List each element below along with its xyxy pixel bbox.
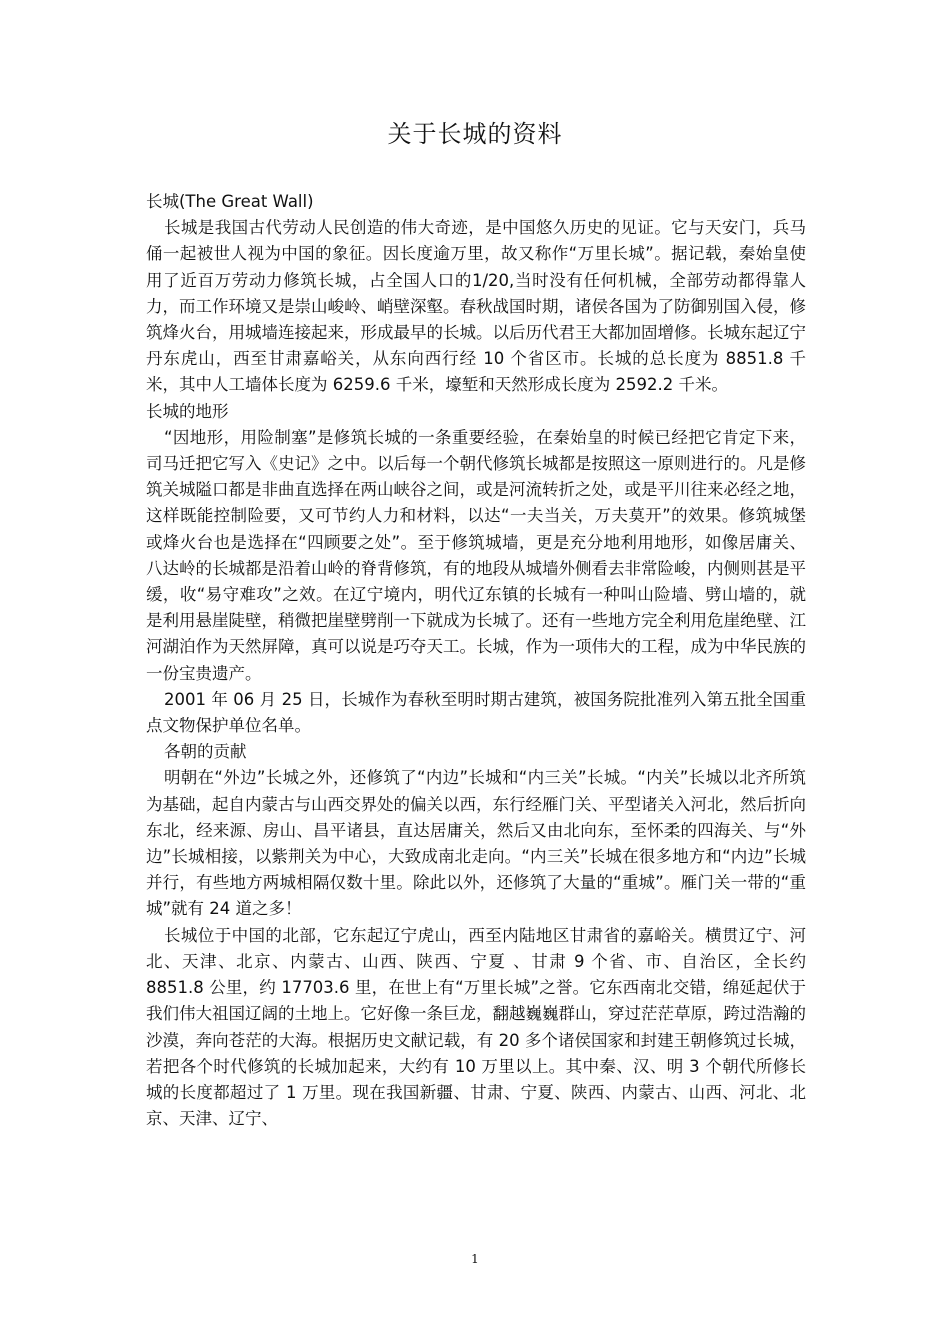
paragraph-heritage-listing: 2001 年 06 月 25 日，长城作为春秋至明时期古建筑，被国务院批准列入第五批全国重点文物保护单位名单。 — [146, 689, 806, 736]
heading-dynasty-contributions: 各朝的贡献 — [164, 742, 247, 762]
paragraph-location-length: 长城位于中国的北部，它东起辽宁虎山，西至内陆地区甘肃省的嘉峪关。横贯辽宁、河北、天津、北京、内蒙古、山西、陕西、宁夏 、甘肃 9 个省、市、自治区，全长约 8851.8 公里，约 17703.6 里，在世上有“万里长城”之誉。它东西南北交错，绵延起伏于我们伟大祖国辽阔的土地上。它好像一条巨龙，翻越巍巍群山，穿过茫茫草原，跨过浩瀚的沙漠，奔向苍茫的大海。根据历史文献记载，有 20 多个诸侯国家和封建王朝修筑过长城，若把各个时代修筑的长城加起来，大约有 10 万里以上。其中秦、汉、明 3 个朝代所修长城的长度都超过了 1 万里。现在我国新疆、甘肃、宁夏、陕西、内蒙古、山西、河北、北京、天津、辽宁、 — [146, 925, 806, 1129]
document-body — [146, 189, 806, 1132]
paragraph-intro: 长城是我国古代劳动人民创造的伟大奇迹，是中国悠久历史的见证。它与天安门，兵马俑一起被世人视为中国的象征。因长度逾万里，故又称作“万里长城”。据记载，秦始皇使用了近百万劳动力修筑长城，占全国人口的1/20,当时没有任何机械，全部劳动都得靠人力，而工作环境又是崇山峻岭、峭壁深壑。春秋战国时期，诸侯各国为了防御别国入侵，修筑烽火台，用城墙连接起来，形成最早的长城。以后历代君王大都加固增修。长城东起辽宁丹东虎山，西至甘肃嘉峪关，从东向西行经 10 个省区市。长城的总长度为 8851.8 千米，其中人工墙体长度为 6259.6 千米，壕堑和天然形成长度为 2592.2 千米。 — [146, 218, 806, 395]
heading-terrain: 长城的地形 — [146, 401, 229, 421]
page-title: 关于长城的资料 — [387, 120, 563, 148]
heading-great-wall: 长城(The Great Wall) — [146, 192, 314, 211]
page-number: 1 — [471, 1252, 479, 1266]
paragraph-ming-dynasty: 明朝在“外边”长城之外，还修筑了“内边”长城和“内三关”长城。“内关”长城以北齐所筑为基础，起自内蒙古与山西交界处的偏关以西，东行经雁门关、平型诸关入河北，然后折向东北，经来源、房山、昌平诸县，直达居庸关，然后又由北向东，至怀柔的四海关、与“外边”长城相接，以紫荆关为中心，大致成南北走向。“内三关”长城在很多地方和“内边”长城并行，有些地方两城相隔仅数十里。除此以外，还修筑了大量的“重城”。雁门关一带的“重城”就有 24 道之多！ — [146, 768, 806, 919]
paragraph-terrain: “因地形，用险制塞”是修筑长城的一条重要经验，在秦始皇的时候已经把它肯定下来，司马迁把它写入《史记》之中。以后每一个朝代修筑长城都是按照这一原则进行的。凡是修筑关城隘口都是非曲直选择在两山峡谷之间，或是河流转折之处，或是平川往来必经之地，这样既能控制险要，又可节约人力和材料，以达“一夫当关，万夫莫开”的效果。修筑城堡或烽火台也是选择在“四顾要之处”。至于修筑城墙，更是充分地利用地形，如像居庸关、八达岭的长城都是沿着山岭的脊背修筑，有的地段从城墙外侧看去非常险峻，内侧则甚是平缓，收“易守难攻”之效。在辽宁境内，明代辽东镇的长城有一种叫山险墙、劈山墙的，就是利用悬崖陡壁，稍微把崖壁劈削一下就成为长城了。还有一些地方完全利用危崖绝壁、江河湖泊作为天然屏障，真可以说是巧夺天工。长城，作为一项伟大的工程，成为中华民族的一份宝贵遗产。 — [146, 427, 806, 683]
